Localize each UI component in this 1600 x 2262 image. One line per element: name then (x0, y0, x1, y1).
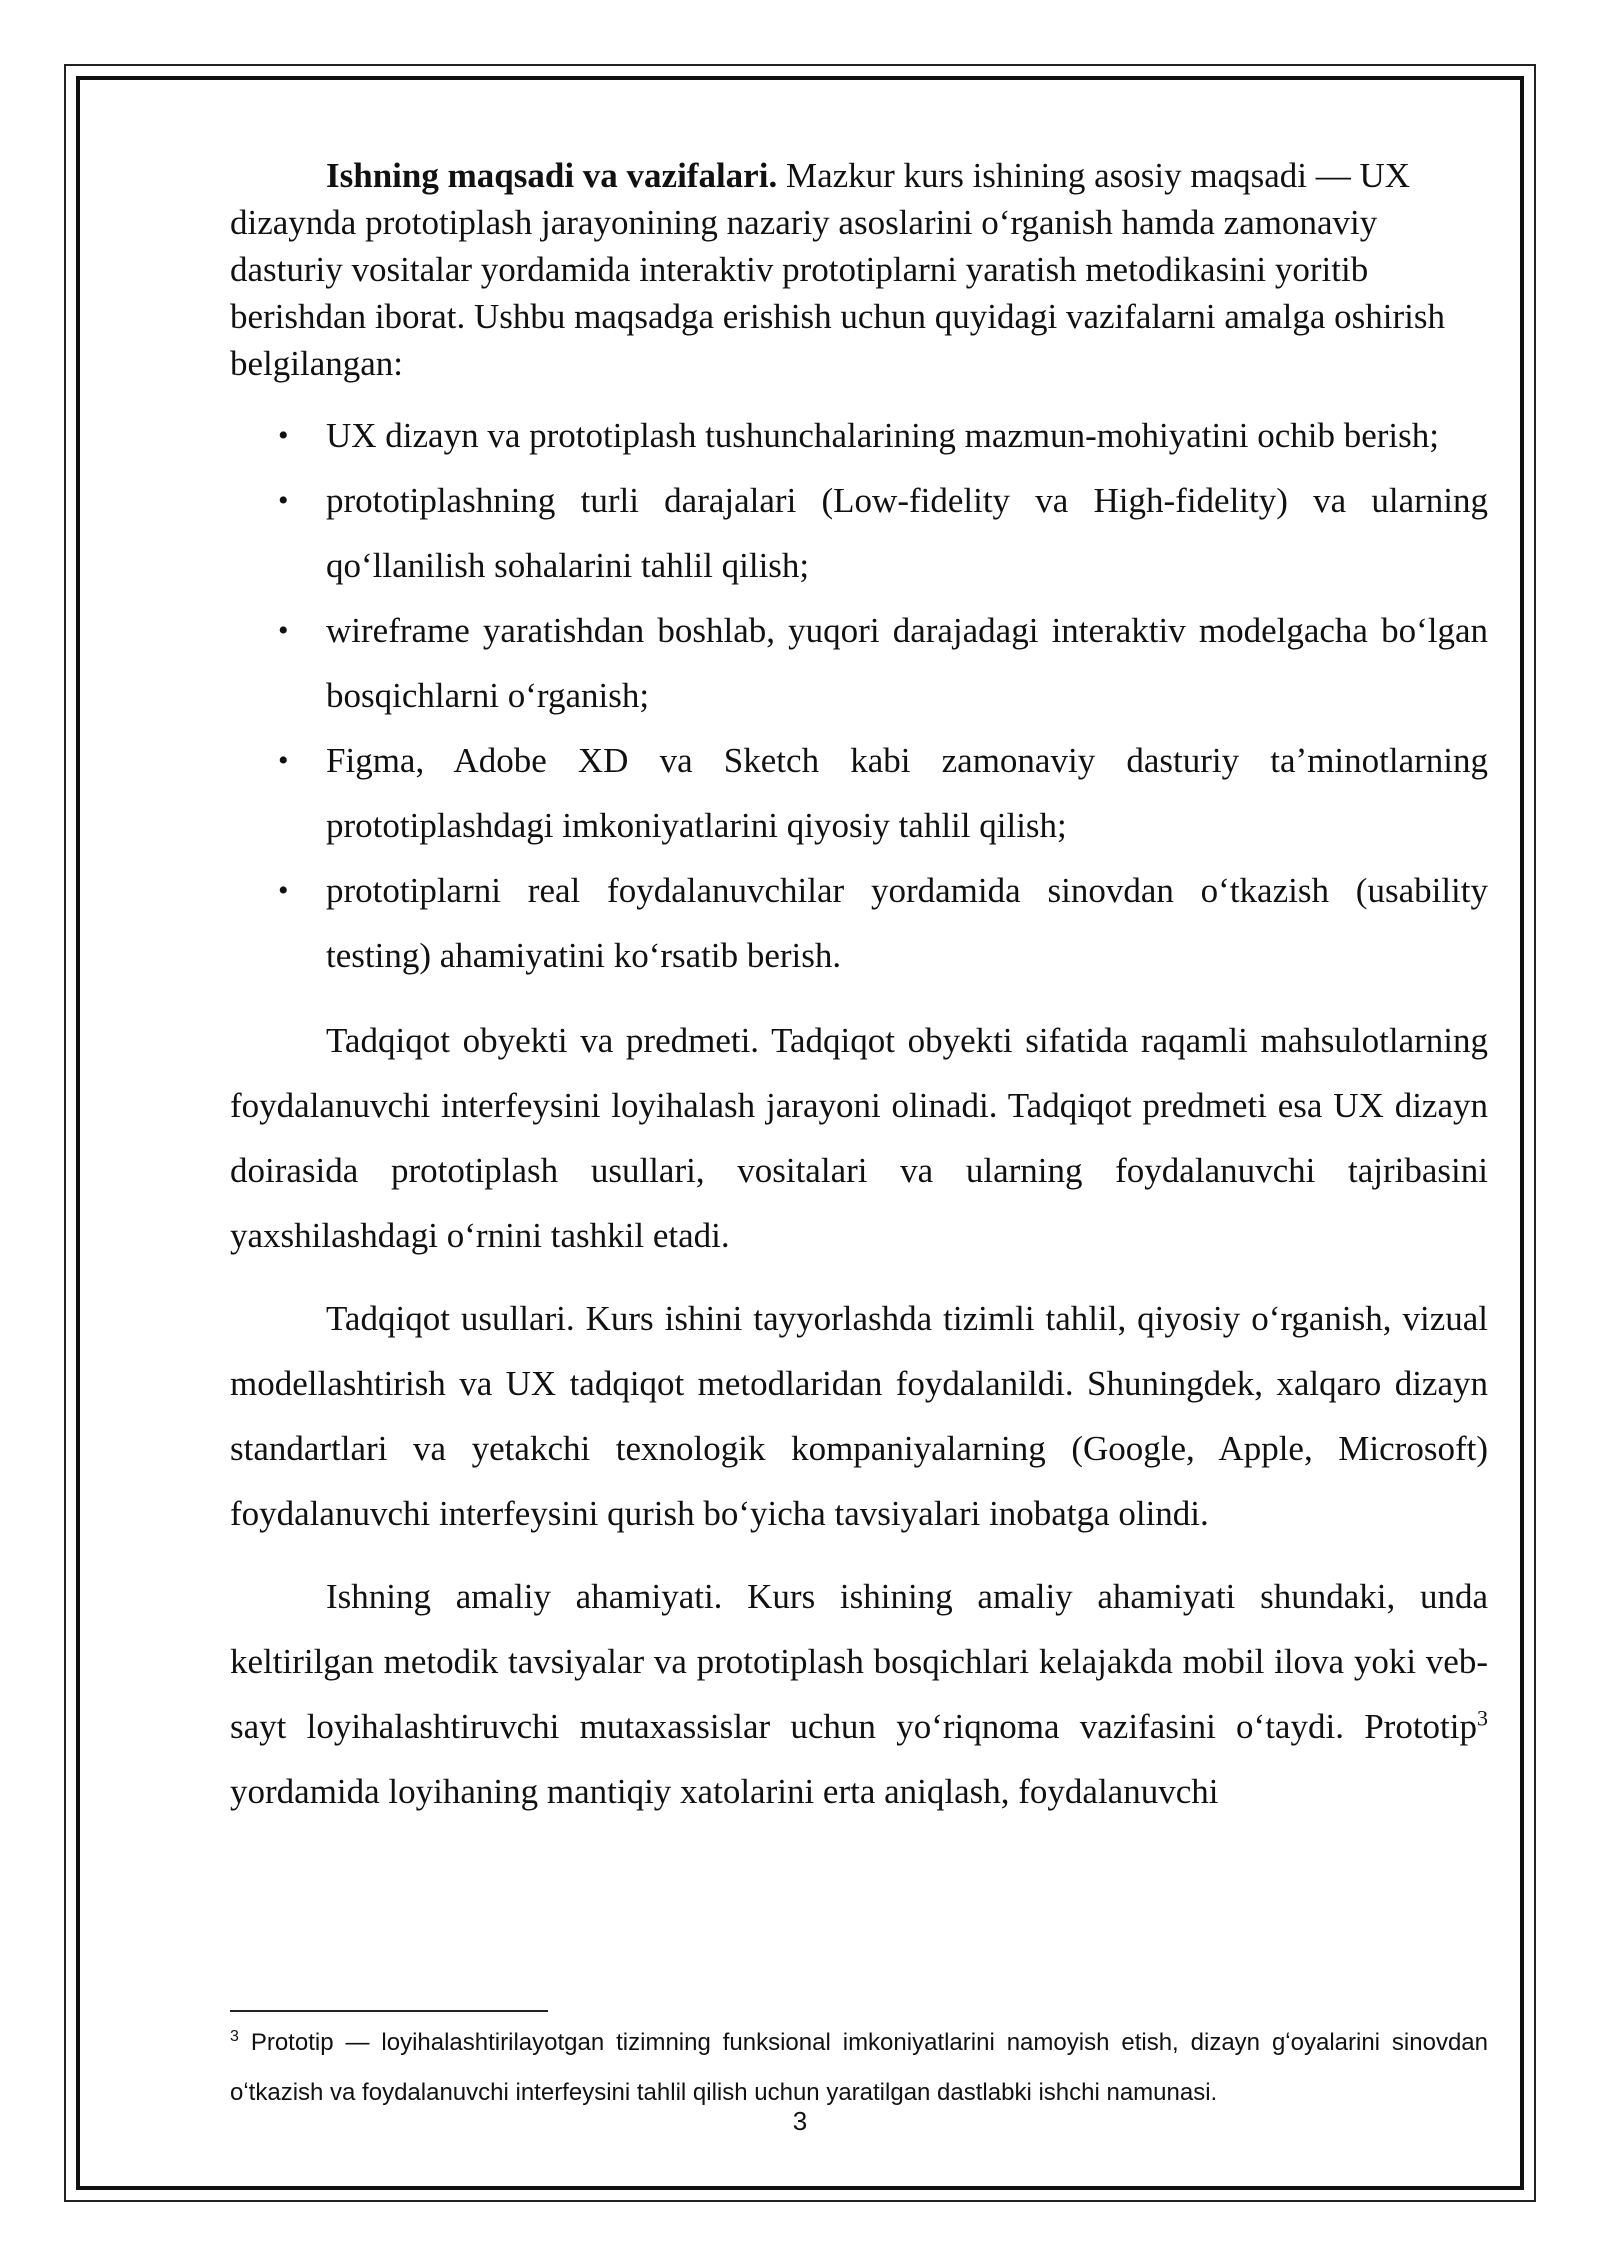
list-item-text: prototiplashning turli darajalari (Low-fidelity va High-fidelity) va ularning qoʻllanilish sohalarini tahlil qilish; (326, 481, 1488, 585)
research-object-paragraph: Tadqiqot obyekti va predmeti. Tadqiqot obyekti sifatida raqamli mahsulotlarning foydalanuvchi interfeysini loyihalash jarayoni olinadi. Tadqiqot predmeti esa UX dizayn doirasida prototiplash usullari, vositalari va ularning foydalanuvchi tajribasini yaxshilashdagi oʻrnini tashkil etadi. (230, 1021, 1488, 1255)
practical-text-start: Ishning amaliy ahamiyati. Kurs ishining amaliy ahamiyati shundaki, unda keltirilgan metodik tavsiyalar va prototiplash bosqichlari kelajakda mobil ilova yoki veb-sayt loyihalashtiruvchi mutaxassislar uchun yoʻriqnoma vazifasini oʻtaydi. Prototip (230, 1577, 1488, 1746)
list-item (230, 468, 1488, 598)
list-item-text: prototiplarni real foydalanuvchilar yordamida sinovdan oʻtkazish (usability testing) ahamiyatini koʻrsatib berish. (326, 871, 1488, 975)
bullet-icon: • (278, 744, 289, 777)
page-body (230, 152, 1488, 1824)
intro-text: Mazkur kurs ishining asosiy maqsadi — UX dizaynda prototiplash jarayonining nazariy asoslarini oʻrganish hamda zamonaviy dasturiy vositalar yordamida interaktiv prototiplarni yaratish metodikasini yoritib berishdan iborat. Ushbu maqsadga erishish uchun quyidagi vazifalarni amalga oshirish belgilangan: (230, 156, 1445, 383)
footnote-reference[interactable]: 3 (1477, 1705, 1488, 1731)
intro-paragraph (230, 152, 1488, 387)
footnote-text: Prototip — loyihalashtirilayotgan tizimning funksional imkoniyatlarini namoyish etish, dizayn gʻoyalarini sinovdan oʻtkazish va foydalanuvchi interfeysini tahlil qilish uchun yaratilgan dastlabki ishchi namunasi. (230, 2029, 1488, 2106)
bullet-icon: • (278, 614, 289, 647)
list-item-text: Figma, Adobe XD va Sketch kabi zamonaviy dasturiy taʼminotlarning prototiplashdagi imkoniyatlarini qiyosiy tahlil qilish; (326, 741, 1488, 845)
list-item (230, 728, 1488, 858)
list-item (230, 598, 1488, 728)
footnote (230, 2018, 1488, 2118)
footnote-separator (230, 2010, 548, 2012)
practical-text-end: yordamida loyihaning mantiqiy xatolarini erta aniqlash, foydalanuvchi (230, 1772, 1219, 1811)
list-item (230, 858, 1488, 988)
bullet-icon: • (278, 874, 289, 907)
list-item-text: UX dizayn va prototiplash tushunchalarining mazmun-mohiyatini ochib berish; (326, 416, 1439, 455)
list-item (230, 403, 1488, 468)
task-list (230, 403, 1488, 988)
intro-heading: Ishning maqsadi va vazifalari. (326, 156, 778, 195)
page-number: 3 (792, 2106, 808, 2136)
practical-significance-paragraph (230, 1564, 1488, 1824)
bullet-icon: • (278, 419, 289, 452)
bullet-icon: • (278, 484, 289, 517)
footnote-marker: 3 (230, 2028, 239, 2045)
list-item-text: wireframe yaratishdan boshlab, yuqori darajadagi interaktiv modelgacha boʻlgan bosqichlarni oʻrganish; (326, 611, 1488, 715)
research-methods-paragraph: Tadqiqot usullari. Kurs ishini tayyorlashda tizimli tahlil, qiyosiy oʻrganish, vizual modellashtirish va UX tadqiqot metodlaridan foydalanildi. Shuningdek, xalqaro dizayn standartlari va yetakchi texnologik kompaniyalarning (Google, Apple, Microsoft) foydalanuvchi interfeysini qurish boʻyicha tavsiyalari inobatga olindi. (230, 1299, 1488, 1533)
